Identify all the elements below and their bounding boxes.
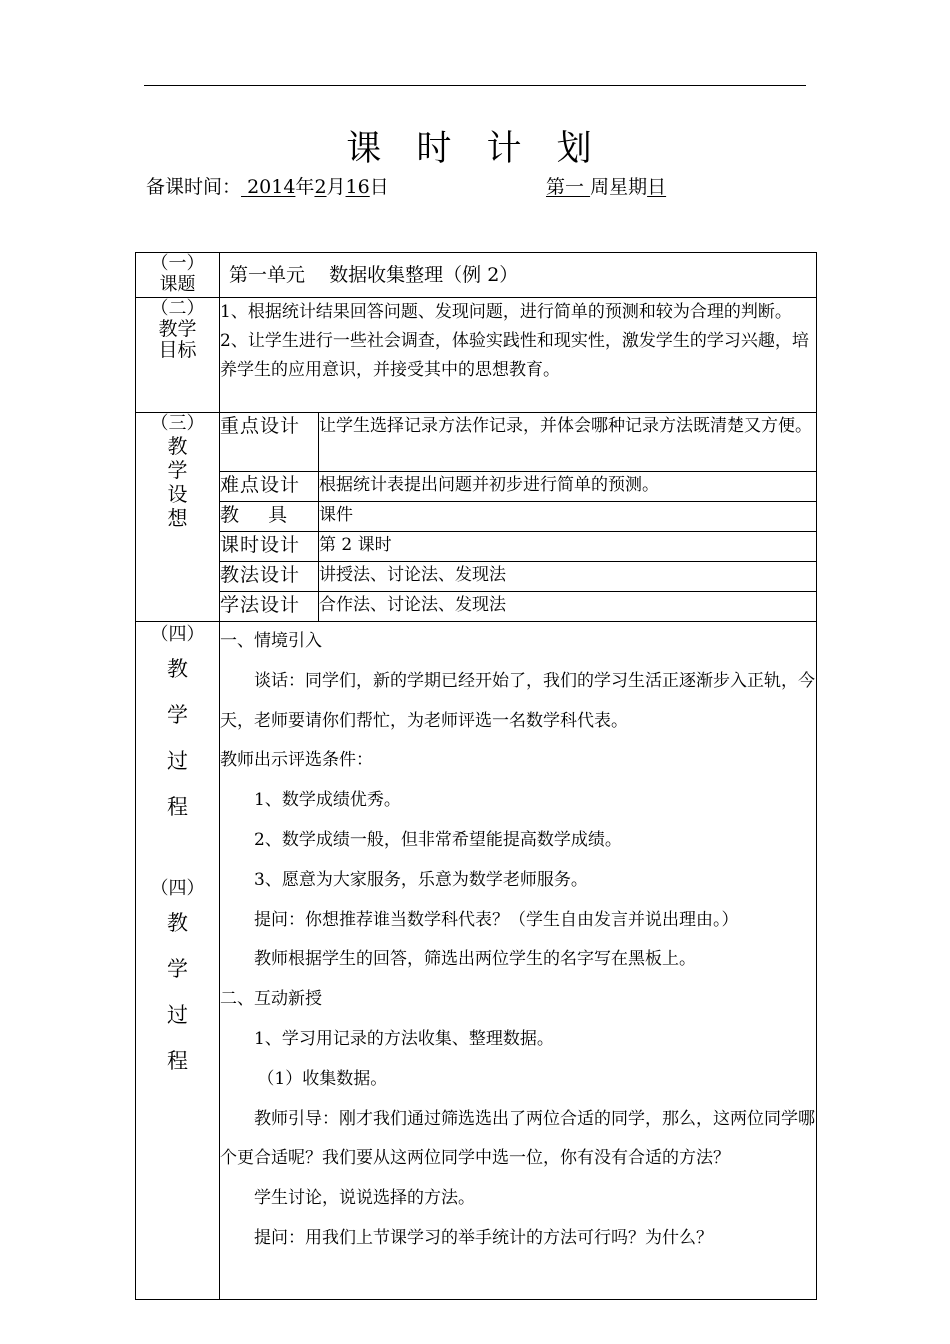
process-content bbox=[220, 622, 817, 1300]
design-row-difficult bbox=[136, 472, 817, 502]
design-item-value: 讲授法、讨论法、发现法 bbox=[319, 562, 817, 592]
section-heading: 二、互动新授 bbox=[220, 989, 322, 1010]
design-row-key bbox=[136, 413, 817, 472]
prep-year: 2014 bbox=[247, 176, 296, 198]
goal-item: 1、根据统计结果回答问题、发现问题，进行简单的预测和较为合理的判断。 bbox=[220, 302, 792, 322]
design-item-value: 让学生选择记录方法作记录，并体会哪种记录方法既清楚又方便。 bbox=[319, 413, 817, 472]
design-item-value: 第 2 课时 bbox=[319, 532, 817, 562]
process-paragraph: 3、愿意为大家服务，乐意为数学老师服务。 bbox=[254, 869, 588, 890]
process-paragraph: 教师出示评选条件： bbox=[220, 750, 373, 771]
design-label: （三） 教 学 设 想 bbox=[136, 413, 220, 622]
design-row-tools bbox=[136, 502, 817, 532]
design-row-teaching-method bbox=[136, 562, 817, 592]
design-item-value: 合作法、讨论法、发现法 bbox=[319, 592, 817, 622]
design-row-period bbox=[136, 532, 817, 562]
process-paragraph: 2、数学成绩一般，但非常希望能提高数学成绩。 bbox=[254, 829, 622, 850]
lesson-plan-table bbox=[135, 252, 817, 1300]
topic-value: 第一单元 数据收集整理（例 2） bbox=[229, 264, 519, 286]
design-item-label: 重点设计 bbox=[220, 413, 319, 472]
goals-row bbox=[136, 298, 817, 413]
design-item-label: 教法设计 bbox=[220, 562, 319, 592]
prep-month: 2 bbox=[314, 176, 327, 198]
prep-day: 16 bbox=[345, 176, 370, 198]
goal-item: 2、让学生进行一些社会调查，体验实践性和现实性，激发学生的学习兴趣，培养学生的应用意识，并接受其中的思想教育。 bbox=[220, 331, 809, 380]
topic-value-cell bbox=[220, 253, 817, 298]
weekday-value: 日 bbox=[647, 176, 667, 198]
process-paragraph: 教师根据学生的回答，筛选出两位学生的名字写在黑板上。 bbox=[254, 949, 696, 970]
process-paragraph: 提问：你想推荐谁当数学科代表？（学生自由发言并说出理由。） bbox=[254, 909, 739, 930]
process-row bbox=[136, 622, 817, 1300]
design-item-label: 课时设计 bbox=[220, 532, 319, 562]
process-paragraph: 提问：用我们上节课学习的举手统计的方法可行吗？为什么？ bbox=[254, 1227, 713, 1248]
topic-row bbox=[136, 253, 817, 298]
process-paragraph: 谈话：同学们，新的学期已经开始了，我们的学习生活正逐渐步入正轨，今天，老师要请你们帮忙，为老师评选一名数学科代表。 bbox=[220, 670, 815, 731]
process-paragraph: 1、数学成绩优秀。 bbox=[254, 790, 401, 811]
prep-day-unit: 日 bbox=[369, 176, 389, 198]
design-item-label: 学法设计 bbox=[220, 592, 319, 622]
prep-year-unit: 年 bbox=[295, 176, 315, 198]
week-number: 第一 bbox=[546, 176, 585, 198]
design-row-learning-method bbox=[136, 592, 817, 622]
process-paragraph: 1、学习用记录的方法收集、整理数据。 bbox=[254, 1028, 554, 1049]
prep-time-line bbox=[146, 174, 389, 200]
design-item-label: 难点设计 bbox=[220, 472, 319, 502]
topic-label: （一） 课题 bbox=[136, 253, 220, 298]
goals-content bbox=[220, 298, 817, 413]
design-item-label: 教 具 bbox=[220, 502, 319, 532]
process-label: （四） 教 学 过 程 （四） 教 学 过 程 bbox=[136, 622, 220, 1300]
design-item-value: 根据统计表提出问题并初步进行简单的预测。 bbox=[319, 472, 817, 502]
process-paragraph: （1）收集数据。 bbox=[257, 1068, 388, 1089]
process-paragraph: 学生讨论，说说选择的方法。 bbox=[254, 1188, 475, 1209]
page-title: 课 时 计 划 bbox=[346, 129, 604, 169]
section-heading: 一、情境引入 bbox=[220, 631, 322, 651]
prep-month-unit: 月 bbox=[326, 176, 346, 198]
week-line bbox=[546, 174, 666, 200]
process-paragraph: 教师引导：刚才我们通过筛选选出了两位合适的同学，那么，这两位同学哪个更合适呢？我们要从这两位同学中选一位，你有没有合适的方法？ bbox=[220, 1108, 815, 1169]
design-item-value: 课件 bbox=[319, 502, 817, 532]
header-rule bbox=[144, 85, 806, 86]
prep-time-label: 备课时间： bbox=[146, 176, 242, 198]
weekday-label: 周星期 bbox=[590, 176, 648, 198]
goals-label: （二） 教学 目标 bbox=[136, 298, 220, 413]
